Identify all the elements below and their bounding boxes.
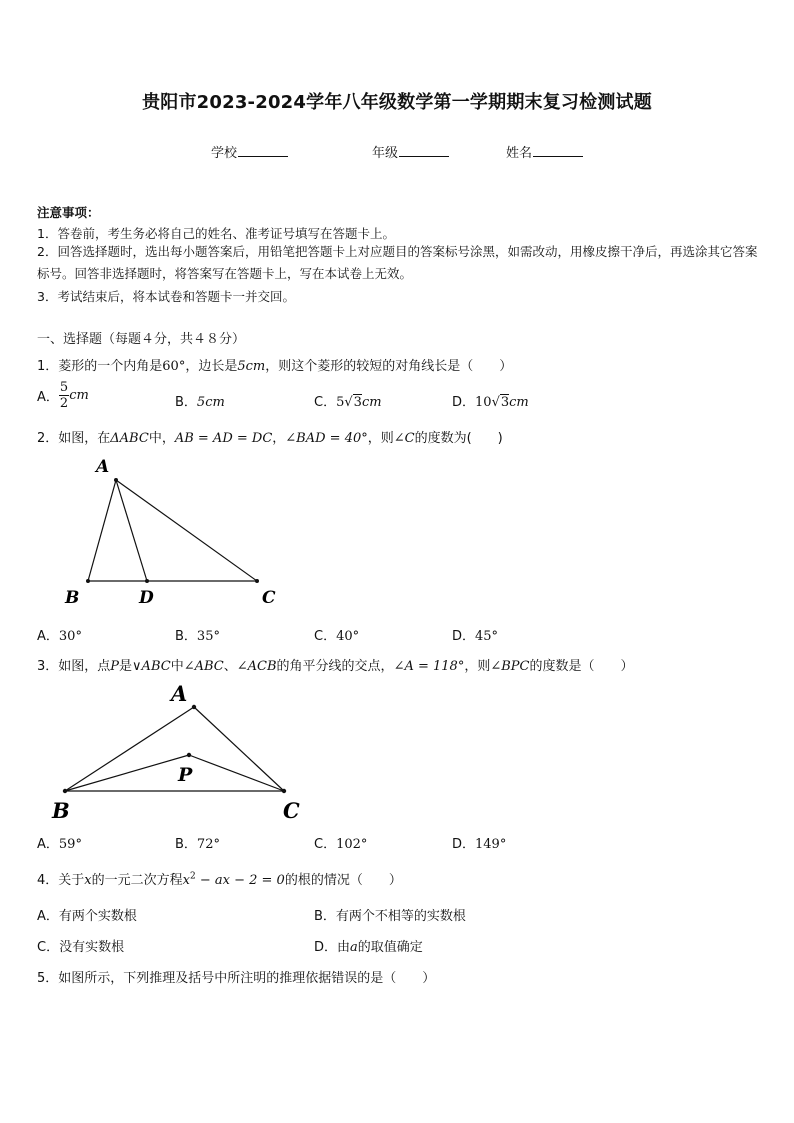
question-3-stem xyxy=(37,655,634,674)
q2-option-c-value: 40° xyxy=(336,629,360,644)
q1-option-c-radicand: 3 xyxy=(353,395,362,410)
q3-option-d-value: 149° xyxy=(475,837,507,852)
q2-option-d-label: D． xyxy=(452,629,476,644)
q2-label-a: A xyxy=(96,457,110,477)
q3-angle-bpc: ∠BPC xyxy=(490,659,530,674)
q1-option-a-label: A． xyxy=(37,390,59,405)
q4-option-b[interactable] xyxy=(314,905,466,924)
q3-label-p: P xyxy=(178,764,193,786)
q3-label-b: B xyxy=(52,798,70,823)
q2-label-b: B xyxy=(65,588,80,608)
q2-segment-ad xyxy=(116,480,147,581)
q1-option-b-value: 5cm xyxy=(196,395,225,410)
q3-angle-abc: ∠ABC xyxy=(183,659,224,674)
q4-option-a-label: A． xyxy=(37,909,59,924)
q3-text-c: 是 xyxy=(119,659,133,674)
q3-point-c xyxy=(282,789,286,793)
q3-segment-ac xyxy=(194,707,284,791)
q1-option-d-coef: 10 xyxy=(475,395,492,410)
q4-variable: x xyxy=(84,873,92,888)
q3-option-d[interactable] xyxy=(452,833,506,852)
q3-figure xyxy=(51,681,300,823)
q2-label-c: C xyxy=(262,588,276,608)
q4-text-a: 4．关于 xyxy=(37,873,85,888)
q2-text-g: ，则 xyxy=(367,431,394,446)
q4-option-a-value: 有两个实数根 xyxy=(58,909,137,924)
q3-text-a: 3．如图，点 xyxy=(37,659,111,674)
q1-option-c-coef: 5 xyxy=(336,395,345,410)
q3-option-a-label: A． xyxy=(37,837,59,852)
q3-text-i: 的角平分线的交点， xyxy=(276,659,394,674)
q2-angle-c: ∠C xyxy=(393,431,415,446)
q2-angle-bad: ∠BAD = 40° xyxy=(285,431,368,446)
notice-item-2: 2．回答选择题时，选出每小题答案后，用铅笔把答题卡上对应题目的答案标号涂黑，如需改动，用橡皮擦干净后，再选涂其它答案标号。回答非选择题时，将答案写在答题卡上，写在本试卷上无效。 xyxy=(37,244,758,281)
q1-option-a-unit: cm xyxy=(69,388,89,403)
q4-equation-x: x xyxy=(182,873,190,888)
q4-option-c-value: 没有实数根 xyxy=(59,940,125,955)
q2-point-b xyxy=(86,579,90,583)
q2-point-d xyxy=(145,579,149,583)
q1-option-a-numerator: 5 xyxy=(59,380,69,395)
q1-text-c: ，边长是 xyxy=(185,359,238,374)
question-4-stem xyxy=(37,869,402,888)
q2-point-c xyxy=(255,579,259,583)
q2-label-d: D xyxy=(139,588,154,608)
q4-option-c[interactable] xyxy=(37,936,124,955)
section-heading: 一、选择题（每题４分，共４８分） xyxy=(37,332,246,347)
q4-option-d-text-c: 的取值确定 xyxy=(357,940,423,955)
q2-triangle: ΔABC xyxy=(110,431,149,446)
q3-option-b[interactable] xyxy=(175,833,220,852)
q3-option-c-label: C． xyxy=(314,837,337,852)
name-label: 姓名 xyxy=(506,146,533,161)
q2-point-a xyxy=(114,478,118,482)
q4-option-b-label: B． xyxy=(314,909,336,924)
q2-option-c-label: C． xyxy=(314,629,337,644)
q4-option-d-label: D． xyxy=(314,940,338,955)
q1-option-d-label: D． xyxy=(452,395,476,410)
q1-angle: 60° xyxy=(162,359,186,374)
q2-option-c[interactable] xyxy=(314,625,359,644)
notice-heading: 注意事项： xyxy=(37,205,100,220)
question-5-stem: 5．如图所示，下列推理及括号中所注明的推理依据错误的是（ ） xyxy=(37,971,436,986)
q1-option-b-label: B． xyxy=(175,395,197,410)
q2-option-b-label: B． xyxy=(175,629,197,644)
q3-option-c[interactable] xyxy=(314,833,367,852)
q2-text-i: 的度数为( ) xyxy=(414,431,503,446)
q2-segment-ab xyxy=(88,480,116,581)
q4-option-d[interactable] xyxy=(314,936,423,955)
q1-option-c-unit: cm xyxy=(361,395,382,410)
q4-equation-rest: − ax − 2 = 0 xyxy=(195,873,285,888)
q3-angle-acb: ∠ACB xyxy=(236,659,277,674)
q2-text-e: ， xyxy=(272,431,286,446)
q3-point-p xyxy=(187,753,191,757)
q1-side: 5cm xyxy=(237,359,266,374)
q2-option-b-value: 35° xyxy=(196,629,220,644)
q3-option-a-value: 59° xyxy=(58,837,82,852)
q1-option-d-radicand: 3 xyxy=(500,395,510,410)
q3-point-a xyxy=(192,705,196,709)
q4-equation-exponent: 2 xyxy=(189,871,196,882)
q3-point-b xyxy=(63,789,67,793)
q3-segment-ab xyxy=(65,707,194,791)
q3-option-a[interactable] xyxy=(37,833,82,852)
q3-option-b-label: B． xyxy=(175,837,197,852)
q4-option-a[interactable] xyxy=(37,905,137,924)
grade-label: 年级 xyxy=(372,146,399,161)
q3-angle-a: ∠A = 118° xyxy=(393,659,465,674)
q4-text-c: 的一元二次方程 xyxy=(91,873,183,888)
q4-option-c-label: C． xyxy=(37,940,60,955)
q3-label-c: C xyxy=(283,798,300,823)
q2-text-a: 2．如图，在 xyxy=(37,431,111,446)
q2-figure xyxy=(64,457,276,608)
q1-text-a: 1．菱形的一个内角是 xyxy=(37,359,163,374)
q2-option-a-value: 30° xyxy=(58,629,82,644)
q2-option-a-label: A． xyxy=(37,629,59,644)
q3-option-c-value: 102° xyxy=(336,837,368,852)
q3-option-b-value: 72° xyxy=(196,837,220,852)
q3-text-e: 中 xyxy=(170,659,184,674)
q1-option-a-denominator: 2 xyxy=(59,396,69,411)
q2-option-b[interactable] xyxy=(175,625,220,644)
q2-equalities: AB = AD = DC xyxy=(174,431,273,446)
sqrt-icon: √ xyxy=(344,395,353,410)
school-label: 学校 xyxy=(211,146,238,161)
q2-option-d[interactable] xyxy=(452,625,498,644)
q3-label-a: A xyxy=(171,681,188,706)
q1-option-d-unit: cm xyxy=(509,395,529,410)
q3-option-d-label: D． xyxy=(452,837,476,852)
q2-text-c: 中， xyxy=(148,431,175,446)
q3-text-m: 的度数是（ ） xyxy=(529,659,634,674)
q3-segment-bp xyxy=(65,755,189,791)
q3-point-name: P xyxy=(110,659,120,674)
page-title: 贵阳市2023-2024学年八年级数学第一学期期末复习检测试题 xyxy=(142,92,652,113)
notice-item-1: 1．答卷前，考生务必将自己的姓名、准考证号填写在答题卡上。 xyxy=(37,226,395,241)
q4-text-e: 的根的情况（ ） xyxy=(284,873,402,888)
q3-text-g: 、 xyxy=(223,659,237,674)
q4-option-b-value: 有两个不相等的实数根 xyxy=(335,909,466,924)
q2-segment-ac xyxy=(116,480,257,581)
q2-option-a[interactable] xyxy=(37,625,82,644)
q3-segment-pc xyxy=(189,755,284,791)
q3-text-k: ，则 xyxy=(464,659,491,674)
q4-option-d-text-a: 由 xyxy=(337,940,351,955)
q1-text-e: ，则这个菱形的较短的对角线长是（ ） xyxy=(265,359,513,374)
sqrt-icon: √ xyxy=(491,395,500,410)
q1-option-c-label: C． xyxy=(314,395,337,410)
q2-option-d-value: 45° xyxy=(475,629,499,644)
q4-option-d-variable: a xyxy=(350,940,358,955)
notice-item-3: 3．考试结束后，将本试卷和答题卡一并交回。 xyxy=(37,289,295,304)
q3-triangle: ∨ABC xyxy=(132,659,171,674)
